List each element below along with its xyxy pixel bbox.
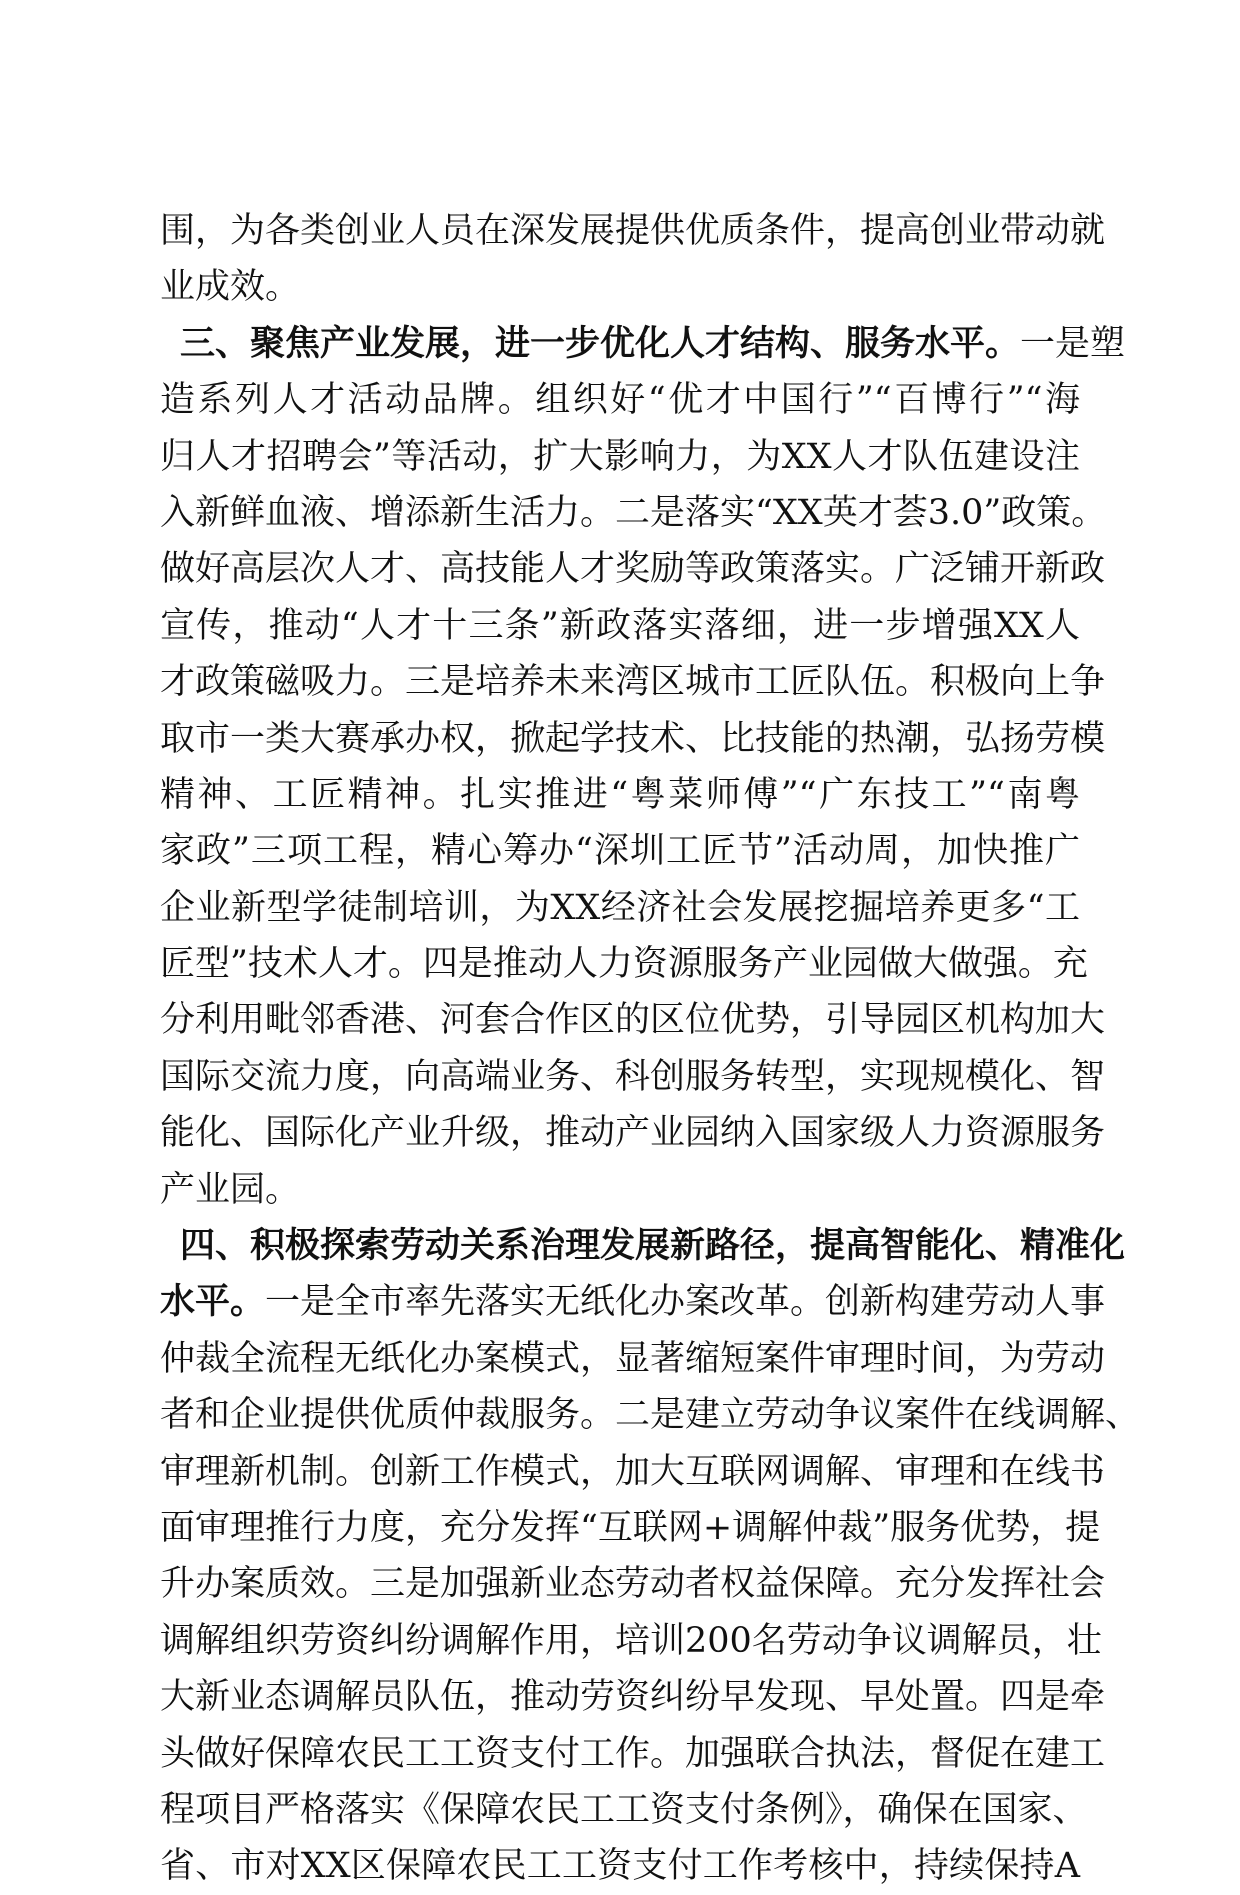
- text-line: 企业新型学徒制培训，为XX经济社会发展挖掘培养更多“工: [160, 887, 1080, 928]
- text-line: 造系列人才活动品牌。组织好“优才中国行”“百博行”“海: [160, 380, 1080, 421]
- text-line: 精神、工匠精神。扎实推进“粤菜师傅”“广东技工”“南粤: [160, 774, 1080, 815]
- text-line: 大新业态调解员队伍，推动劳资纠纷早发现、早处置。四是牵: [160, 1677, 1106, 1718]
- text-line: 归人才招聘会”等活动，扩大影响力，为XX人才队伍建设注: [160, 436, 1080, 477]
- text-line: 才政策磁吸力。三是培养未来湾区城市工匠队伍。积极向上争: [160, 662, 1106, 703]
- text-line: 做好高层次人才、高技能人才奖励等政策落实。广泛铺开新政: [160, 549, 1106, 590]
- paragraph-3: [160, 1218, 1141, 1895]
- text-line: 仲裁全流程无纸化办案模式，显著缩短案件审理时间，为劳动: [160, 1338, 1106, 1379]
- text-line: 宣传，推动“人才十三条”新政落实落细，进一步增强XX人: [160, 605, 1080, 646]
- text-line: 调解组织劳资纠纷调解作用，培训200名劳动争议调解员，壮: [160, 1620, 1102, 1661]
- section-heading-end: 水平。: [160, 1282, 266, 1323]
- text-line: 头做好保障农民工工资支付工作。加强联合执法，督促在建工: [160, 1733, 1106, 1774]
- section-heading: 三、聚焦产业发展，进一步优化人才结构、服务水平。: [180, 323, 1021, 364]
- paragraph-second-line: [160, 1274, 1106, 1330]
- text-line: 分利用毗邻香港、河套合作区的区位优势，引导园区机构加大: [160, 1000, 1106, 1041]
- text-line: 审理新机制。创新工作模式，加大互联网调解、审理和在线书: [160, 1451, 1106, 1492]
- text-line: 升办案质效。三是加强新业态劳动者权益保障。充分发挥社会: [160, 1564, 1106, 1605]
- document-page: [160, 203, 1141, 1895]
- text-line: 围，为各类创业人员在深发展提供优质条件，提高创业带动就: [160, 211, 1106, 251]
- text-line: 取市一类大赛承办权，掀起学技术、比技能的热潮，弘扬劳模: [160, 718, 1106, 759]
- text-line: 产业园。: [160, 1169, 301, 1210]
- paragraph-1: [160, 203, 1106, 316]
- text-line: 匠型”技术人才。四是推动人力资源服务产业园做大做强。充: [160, 944, 1088, 985]
- text-line: 能化、国际化产业升级，推动产业园纳入国家级人力资源服务: [160, 1113, 1106, 1154]
- text-line: 国际交流力度，向高端业务、科创服务转型，实现规模化、智: [160, 1056, 1106, 1097]
- text-line: 面审理推行力度，充分发挥“互联网+调解仲裁”服务优势，提: [160, 1507, 1101, 1548]
- section-heading: 四、积极探索劳动关系治理发展新路径，提高智能化、精准化: [180, 1226, 1126, 1267]
- text-run: 一是全市率先落实无纸化办案改革。创新构建劳动人事: [265, 1282, 1106, 1323]
- paragraph-first-line: [160, 316, 1126, 372]
- text-line: 业成效。: [160, 267, 301, 308]
- text-line: 入新鲜血液、增添新生活力。二是落实“XX英才荟3.0”政策。: [160, 492, 1107, 533]
- text-line: 程项目严格落实《保障农民工工资支付条例》，确保在国家、: [160, 1789, 1088, 1830]
- text-line: 家政”三项工程，精心筹办“深圳工匠节”活动周，加快推广: [160, 831, 1080, 872]
- paragraph-2: [160, 316, 1126, 1218]
- text-line: 省、市对XX区保障农民工工资支付工作考核中，持续保持A: [160, 1846, 1080, 1887]
- text-line: 者和企业提供优质仲裁服务。二是建立劳动争议案件在线调解、: [160, 1395, 1141, 1436]
- text-run: 一是塑: [1020, 323, 1126, 364]
